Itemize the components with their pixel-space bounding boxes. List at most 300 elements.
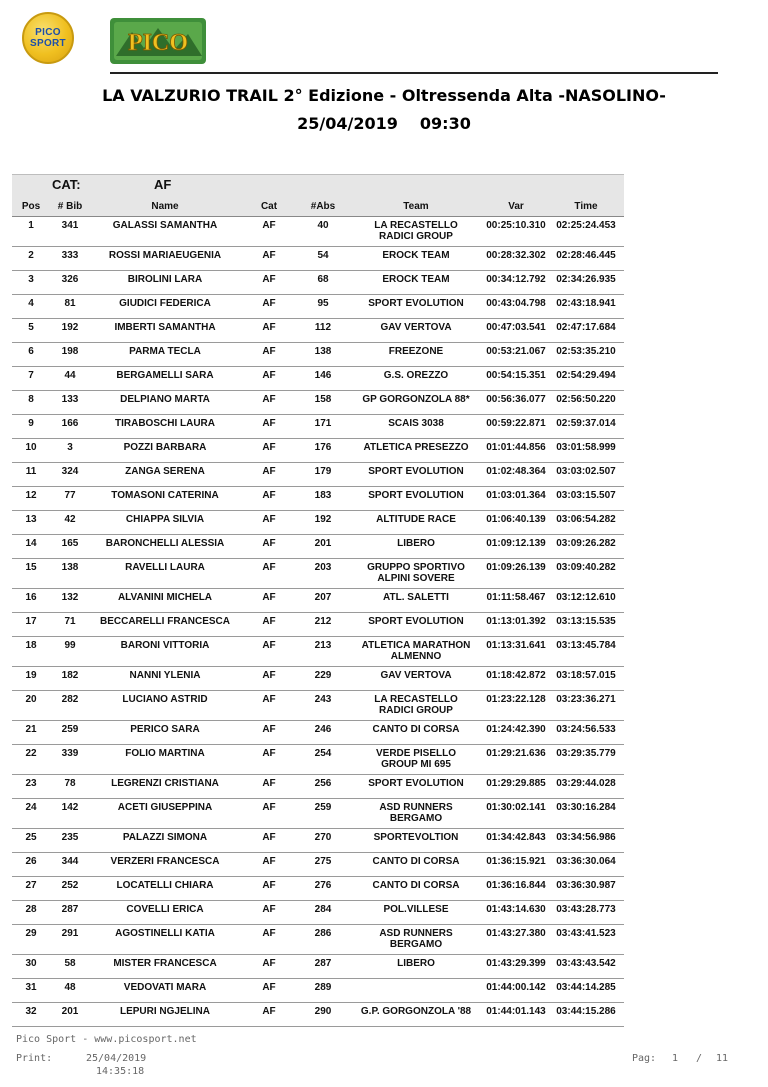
cell-time: 03:43:28.773: [548, 901, 624, 925]
cell-pos: 4: [12, 295, 50, 319]
cell-pos: 23: [12, 775, 50, 799]
cell-abs: 212: [298, 613, 348, 637]
cell-time: 03:13:45.784: [548, 637, 624, 667]
cell-pos: 2: [12, 247, 50, 271]
cell-cat: AF: [240, 271, 298, 295]
table-row: [12, 691, 624, 721]
cell-bib: 333: [50, 247, 90, 271]
pico-banner-logo: [110, 18, 206, 64]
cell-bib: 71: [50, 613, 90, 637]
col-team: Team: [348, 196, 484, 217]
team-line-1: GAV VERTOVA: [380, 670, 452, 681]
cell-pos: 30: [12, 955, 50, 979]
cell-name: LOCATELLI CHIARA: [90, 877, 240, 901]
cell-cat: AF: [240, 1003, 298, 1027]
cell-cat: AF: [240, 745, 298, 775]
team-line-2: RADICI GROUP: [379, 231, 453, 242]
cell-pos: 15: [12, 559, 50, 589]
event-title: LA VALZURIO TRAIL 2° Edizione - Oltressenda Alta -NASOLINO-: [102, 86, 666, 105]
category-value: AF: [154, 177, 172, 192]
cell-bib: 252: [50, 877, 90, 901]
team-line-1: GAV VERTOVA: [380, 322, 452, 333]
team-line-2: ALPINI SOVERE: [377, 573, 455, 584]
cell-cat: AF: [240, 667, 298, 691]
cell-name: PERICO SARA: [90, 721, 240, 745]
cell-pos: 17: [12, 613, 50, 637]
col-time: Time: [548, 196, 624, 217]
cell-var: 01:18:42.872: [484, 667, 548, 691]
team-line-2: GROUP MI 695: [381, 759, 451, 770]
cell-bib: 99: [50, 637, 90, 667]
cell-name: ACETI GIUSEPPINA: [90, 799, 240, 829]
footer-print-label: Print:: [16, 1053, 53, 1064]
cell-team: [348, 613, 484, 637]
cell-cat: AF: [240, 247, 298, 271]
cell-pos: 8: [12, 391, 50, 415]
col-pos: Pos: [12, 196, 50, 217]
cell-team: [348, 775, 484, 799]
table-row: [12, 511, 624, 535]
cell-var: 01:24:42.390: [484, 721, 548, 745]
cell-abs: 270: [298, 829, 348, 853]
cell-cat: AF: [240, 925, 298, 955]
cell-pos: 28: [12, 901, 50, 925]
cell-cat: AF: [240, 463, 298, 487]
cell-bib: 282: [50, 691, 90, 721]
cell-var: 00:59:22.871: [484, 415, 548, 439]
cell-name: ZANGA SERENA: [90, 463, 240, 487]
cell-var: 00:25:10.310: [484, 217, 548, 247]
cell-cat: AF: [240, 691, 298, 721]
cell-abs: 201: [298, 535, 348, 559]
cell-time: 02:25:24.453: [548, 217, 624, 247]
cell-name: BECCARELLI FRANCESCA: [90, 613, 240, 637]
cell-pos: 10: [12, 439, 50, 463]
cell-time: 03:12:12.610: [548, 589, 624, 613]
cell-team: [348, 745, 484, 775]
cell-team: [348, 271, 484, 295]
cell-pos: 32: [12, 1003, 50, 1027]
cell-name: DELPIANO MARTA: [90, 391, 240, 415]
cell-cat: AF: [240, 721, 298, 745]
table-row: [12, 559, 624, 589]
cell-pos: 29: [12, 925, 50, 955]
cell-bib: 81: [50, 295, 90, 319]
team-line-1: LIBERO: [397, 958, 435, 969]
cell-var: 01:30:02.141: [484, 799, 548, 829]
table-row: [12, 343, 624, 367]
cell-team: [348, 829, 484, 853]
cell-bib: 341: [50, 217, 90, 247]
cell-var: 01:11:58.467: [484, 589, 548, 613]
cell-bib: 182: [50, 667, 90, 691]
cell-pos: 13: [12, 511, 50, 535]
event-datetime: [0, 114, 768, 133]
team-line-1: LA RECASTELLO: [374, 694, 458, 705]
cell-var: 01:09:12.139: [484, 535, 548, 559]
cell-var: 01:09:26.139: [484, 559, 548, 589]
cell-bib: 138: [50, 559, 90, 589]
cell-team: [348, 319, 484, 343]
table-row: [12, 463, 624, 487]
cell-bib: 192: [50, 319, 90, 343]
cell-time: 03:06:54.282: [548, 511, 624, 535]
cell-pos: 25: [12, 829, 50, 853]
cell-var: 00:56:36.077: [484, 391, 548, 415]
table-header-row: [12, 196, 624, 217]
cell-var: 01:13:01.392: [484, 613, 548, 637]
cell-team: [348, 535, 484, 559]
cell-cat: AF: [240, 319, 298, 343]
team-line-1: G.P. GORGONZOLA '88: [360, 1006, 472, 1017]
cell-bib: 198: [50, 343, 90, 367]
pico-sport-logo: [22, 12, 74, 64]
team-line-1: ATLETICA PRESEZZO: [363, 442, 469, 453]
footer-site: Pico Sport - www.picosport.net: [16, 1034, 197, 1045]
cell-abs: 179: [298, 463, 348, 487]
cell-time: 03:44:15.286: [548, 1003, 624, 1027]
table-row: [12, 877, 624, 901]
cell-pos: 1: [12, 217, 50, 247]
team-line-2: BERGAMO: [389, 813, 443, 824]
cell-cat: AF: [240, 415, 298, 439]
cell-bib: 58: [50, 955, 90, 979]
cell-cat: AF: [240, 637, 298, 667]
cell-cat: AF: [240, 955, 298, 979]
cell-team: [348, 955, 484, 979]
cell-pos: 3: [12, 271, 50, 295]
cell-abs: 192: [298, 511, 348, 535]
table-row: [12, 367, 624, 391]
table-row: [12, 319, 624, 343]
category-label: CAT:: [52, 177, 81, 192]
cell-name: POZZI BARBARA: [90, 439, 240, 463]
cell-team: [348, 853, 484, 877]
cell-var: 01:02:48.364: [484, 463, 548, 487]
cell-cat: AF: [240, 589, 298, 613]
table-row: [12, 1003, 624, 1027]
cell-team: [348, 721, 484, 745]
cell-abs: 276: [298, 877, 348, 901]
table-row: [12, 829, 624, 853]
cell-var: 01:36:16.844: [484, 877, 548, 901]
cell-abs: 213: [298, 637, 348, 667]
cell-pos: 21: [12, 721, 50, 745]
cell-pos: 26: [12, 853, 50, 877]
table-row: [12, 271, 624, 295]
cell-cat: AF: [240, 799, 298, 829]
cell-cat: AF: [240, 391, 298, 415]
table-row: [12, 613, 624, 637]
cell-pos: 31: [12, 979, 50, 1003]
cell-name: ALVANINI MICHELA: [90, 589, 240, 613]
cell-name: BARONI VITTORIA: [90, 637, 240, 667]
team-line-1: GRUPPO SPORTIVO: [367, 562, 465, 573]
cell-time: 03:36:30.064: [548, 853, 624, 877]
logo-text-pico: PICO: [35, 27, 61, 38]
cell-team: [348, 799, 484, 829]
cell-abs: 246: [298, 721, 348, 745]
team-line-1: SPORT EVOLUTION: [368, 466, 464, 477]
cell-name: PALAZZI SIMONA: [90, 829, 240, 853]
cell-name: RAVELLI LAURA: [90, 559, 240, 589]
footer-page-total: 11: [716, 1053, 729, 1064]
cell-name: BIROLINI LARA: [90, 271, 240, 295]
cell-pos: 20: [12, 691, 50, 721]
cell-time: 03:18:57.015: [548, 667, 624, 691]
table-row: [12, 589, 624, 613]
cell-abs: 54: [298, 247, 348, 271]
cell-pos: 7: [12, 367, 50, 391]
cell-time: 03:24:56.533: [548, 721, 624, 745]
cell-cat: AF: [240, 775, 298, 799]
header-divider: [110, 72, 718, 74]
cell-cat: AF: [240, 559, 298, 589]
cell-time: 02:53:35.210: [548, 343, 624, 367]
cell-time: 02:28:46.445: [548, 247, 624, 271]
team-line-1: G.S. OREZZO: [383, 370, 449, 381]
cell-var: 01:34:42.843: [484, 829, 548, 853]
cell-abs: 146: [298, 367, 348, 391]
event-time: 09:30: [419, 114, 471, 133]
cell-abs: 171: [298, 415, 348, 439]
logo-text-sport: SPORT: [30, 38, 66, 49]
cell-name: BERGAMELLI SARA: [90, 367, 240, 391]
team-line-1: SPORT EVOLUTION: [368, 778, 464, 789]
cell-team: [348, 637, 484, 667]
team-line-1: ASD RUNNERS: [379, 928, 453, 939]
cell-abs: 290: [298, 1003, 348, 1027]
cell-bib: 344: [50, 853, 90, 877]
cell-pos: 6: [12, 343, 50, 367]
cell-time: 03:36:30.987: [548, 877, 624, 901]
team-line-1: SPORT EVOLUTION: [368, 298, 464, 309]
team-line-1: GP GORGONZOLA 88*: [362, 394, 470, 405]
cell-time: 03:43:41.523: [548, 925, 624, 955]
cell-team: [348, 559, 484, 589]
cell-name: GALASSI SAMANTHA: [90, 217, 240, 247]
team-line-1: SPORT EVOLUTION: [368, 616, 464, 627]
cell-cat: AF: [240, 511, 298, 535]
cell-var: 01:43:27.380: [484, 925, 548, 955]
cell-bib: 77: [50, 487, 90, 511]
cell-pos: 22: [12, 745, 50, 775]
cell-bib: 235: [50, 829, 90, 853]
table-row: [12, 391, 624, 415]
cell-abs: 158: [298, 391, 348, 415]
cell-pos: 16: [12, 589, 50, 613]
cell-bib: 142: [50, 799, 90, 829]
table-row: [12, 535, 624, 559]
team-line-1: ASD RUNNERS: [379, 802, 453, 813]
table-row: [12, 247, 624, 271]
cell-var: 01:13:31.641: [484, 637, 548, 667]
table-row: [12, 217, 624, 247]
cell-team: [348, 877, 484, 901]
cell-name: CHIAPPA SILVIA: [90, 511, 240, 535]
cell-bib: 42: [50, 511, 90, 535]
cell-cat: AF: [240, 367, 298, 391]
cell-var: 01:43:14.630: [484, 901, 548, 925]
cell-cat: AF: [240, 217, 298, 247]
team-line-1: SPORT EVOLUTION: [368, 490, 464, 501]
cell-bib: 3: [50, 439, 90, 463]
cell-name: IMBERTI SAMANTHA: [90, 319, 240, 343]
cell-bib: 326: [50, 271, 90, 295]
cell-time: 02:54:29.494: [548, 367, 624, 391]
team-line-2: RADICI GROUP: [379, 705, 453, 716]
team-line-1: POL.VILLESE: [383, 904, 449, 915]
category-bar: [12, 174, 624, 197]
results-body: [12, 217, 624, 1027]
cell-var: 00:28:32.302: [484, 247, 548, 271]
team-line-1: CANTO DI CORSA: [372, 856, 460, 867]
team-line-1: SCAIS 3038: [388, 418, 444, 429]
cell-abs: 287: [298, 955, 348, 979]
cell-team: [348, 1003, 484, 1027]
cell-team: [348, 589, 484, 613]
cell-time: 03:09:26.282: [548, 535, 624, 559]
cell-bib: 78: [50, 775, 90, 799]
table-row: [12, 979, 624, 1003]
cell-name: GIUDICI FEDERICA: [90, 295, 240, 319]
footer-print-date: 25/04/2019: [86, 1053, 147, 1064]
cell-pos: 5: [12, 319, 50, 343]
cell-team: [348, 367, 484, 391]
results-table: [12, 196, 624, 1027]
cell-pos: 27: [12, 877, 50, 901]
cell-abs: 275: [298, 853, 348, 877]
cell-time: 03:29:35.779: [548, 745, 624, 775]
cell-abs: 176: [298, 439, 348, 463]
cell-name: PARMA TECLA: [90, 343, 240, 367]
cell-time: 03:13:15.535: [548, 613, 624, 637]
cell-time: 03:23:36.271: [548, 691, 624, 721]
cell-bib: 48: [50, 979, 90, 1003]
cell-bib: 324: [50, 463, 90, 487]
cell-cat: AF: [240, 295, 298, 319]
team-line-1: LA RECASTELLO: [374, 220, 458, 231]
table-row: [12, 487, 624, 511]
cell-abs: 289: [298, 979, 348, 1003]
team-line-1: VERDE PISELLO: [375, 748, 456, 759]
table-row: [12, 439, 624, 463]
cell-name: VEDOVATI MARA: [90, 979, 240, 1003]
cell-time: 02:43:18.941: [548, 295, 624, 319]
cell-pos: 11: [12, 463, 50, 487]
table-row: [12, 637, 624, 667]
cell-abs: 207: [298, 589, 348, 613]
col-bib: # Bib: [50, 196, 90, 217]
cell-team: [348, 667, 484, 691]
team-line-1: EROCK TEAM: [382, 250, 450, 261]
cell-var: 00:43:04.798: [484, 295, 548, 319]
cell-time: 02:56:50.220: [548, 391, 624, 415]
table-row: [12, 799, 624, 829]
cell-cat: AF: [240, 853, 298, 877]
cell-name: COVELLI ERICA: [90, 901, 240, 925]
table-row: [12, 853, 624, 877]
event-date: 25/04/2019: [297, 114, 398, 133]
cell-cat: AF: [240, 487, 298, 511]
cell-abs: 138: [298, 343, 348, 367]
cell-team: [348, 247, 484, 271]
col-cat: Cat: [240, 196, 298, 217]
cell-team: [348, 391, 484, 415]
cell-team: [348, 217, 484, 247]
cell-cat: AF: [240, 877, 298, 901]
cell-team: [348, 295, 484, 319]
cell-var: 01:03:01.364: [484, 487, 548, 511]
cell-cat: AF: [240, 535, 298, 559]
cell-abs: 68: [298, 271, 348, 295]
table-row: [12, 901, 624, 925]
cell-team: [348, 487, 484, 511]
cell-bib: 166: [50, 415, 90, 439]
cell-name: LEGRENZI CRISTIANA: [90, 775, 240, 799]
cell-var: 00:47:03.541: [484, 319, 548, 343]
team-line-1: LIBERO: [397, 538, 435, 549]
cell-name: LUCIANO ASTRID: [90, 691, 240, 721]
cell-var: 01:29:21.636: [484, 745, 548, 775]
col-abs: #Abs: [298, 196, 348, 217]
cell-abs: 256: [298, 775, 348, 799]
team-line-1: CANTO DI CORSA: [372, 880, 460, 891]
col-var: Var: [484, 196, 548, 217]
cell-var: 00:34:12.792: [484, 271, 548, 295]
cell-var: 01:01:44.856: [484, 439, 548, 463]
footer-page-current: 1: [672, 1053, 679, 1064]
table-row: [12, 745, 624, 775]
cell-var: 01:44:01.143: [484, 1003, 548, 1027]
cell-time: 03:03:15.507: [548, 487, 624, 511]
cell-time: 02:59:37.014: [548, 415, 624, 439]
cell-bib: 291: [50, 925, 90, 955]
cell-team: [348, 925, 484, 955]
cell-pos: 19: [12, 667, 50, 691]
cell-team: [348, 511, 484, 535]
cell-cat: AF: [240, 979, 298, 1003]
cell-name: AGOSTINELLI KATIA: [90, 925, 240, 955]
cell-time: 03:03:02.507: [548, 463, 624, 487]
cell-abs: 284: [298, 901, 348, 925]
cell-name: VERZERI FRANCESCA: [90, 853, 240, 877]
cell-var: 01:36:15.921: [484, 853, 548, 877]
cell-team: [348, 439, 484, 463]
cell-abs: 183: [298, 487, 348, 511]
cell-pos: 12: [12, 487, 50, 511]
cell-var: 01:29:29.885: [484, 775, 548, 799]
cell-var: 00:53:21.067: [484, 343, 548, 367]
cell-time: 03:34:56.986: [548, 829, 624, 853]
cell-time: 03:30:16.284: [548, 799, 624, 829]
cell-abs: 203: [298, 559, 348, 589]
banner-logo-text: PICO: [128, 30, 188, 56]
cell-team: [348, 691, 484, 721]
cell-bib: 133: [50, 391, 90, 415]
cell-abs: 112: [298, 319, 348, 343]
cell-cat: AF: [240, 343, 298, 367]
team-line-1: ALTITUDE RACE: [376, 514, 456, 525]
cell-abs: 40: [298, 217, 348, 247]
cell-name: LEPURI NGJELINA: [90, 1003, 240, 1027]
cell-pos: 9: [12, 415, 50, 439]
footer-page-label: Pag:: [632, 1053, 657, 1064]
cell-var: 00:54:15.351: [484, 367, 548, 391]
cell-abs: 229: [298, 667, 348, 691]
cell-pos: 18: [12, 637, 50, 667]
cell-cat: AF: [240, 613, 298, 637]
